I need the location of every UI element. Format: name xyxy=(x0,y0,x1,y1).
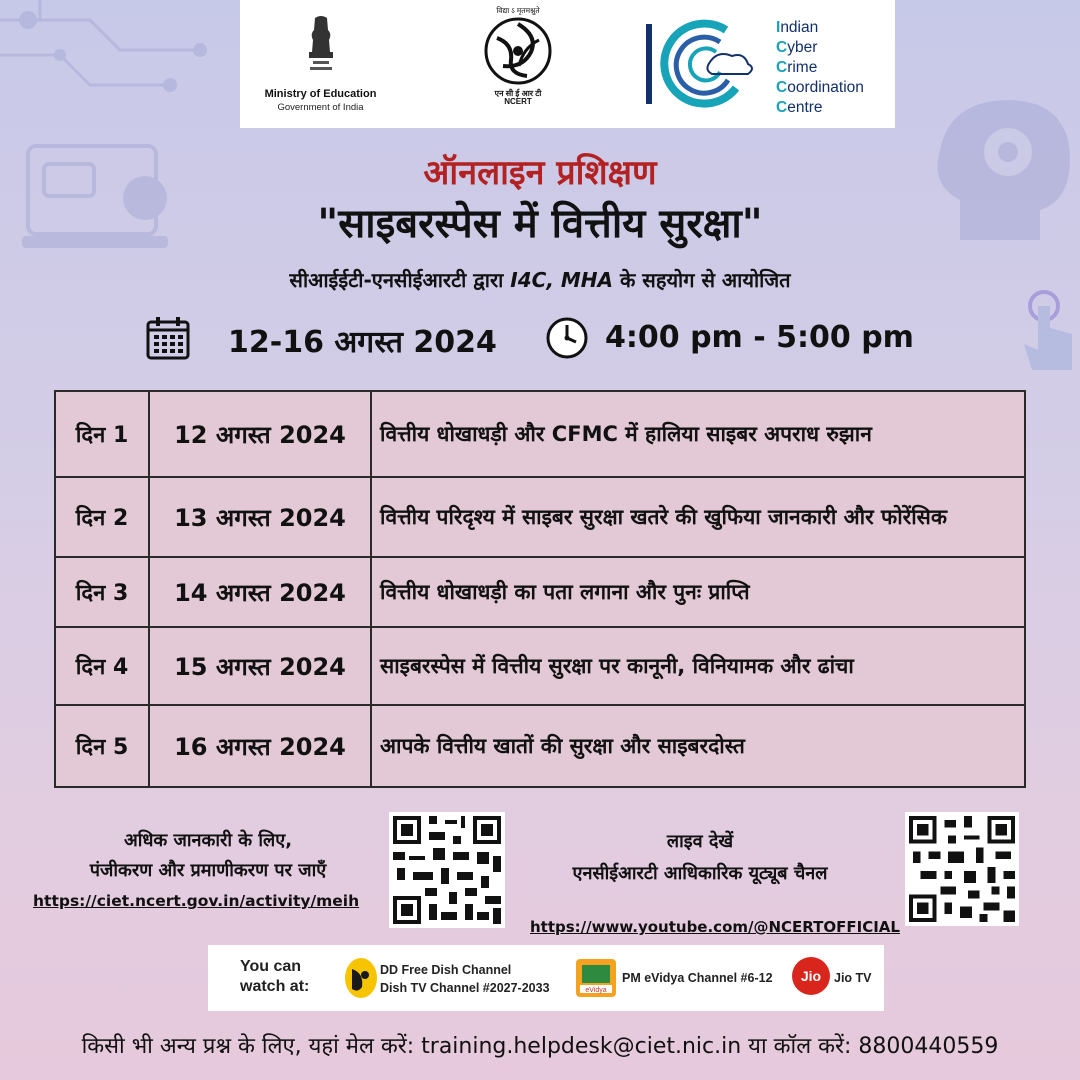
calendar-icon xyxy=(144,314,192,362)
table-row xyxy=(55,627,1025,705)
ministry-of-education-logo xyxy=(258,14,383,113)
contact-info: किसी भी अन्य प्रश्न के लिए, यहां मेल करें: training.helpdesk@ciet.nic.in या कॉल करें: 8800440559 xyxy=(81,1034,999,1059)
circuit-decoration xyxy=(0,0,240,120)
training-type-title: ऑनलाइन प्रशिक्षण xyxy=(423,153,657,193)
topic-cell: वित्तीय परिदृश्य में साइबर सुरक्षा खतरे की खुफिया जानकारी और फोरेंसिक xyxy=(371,477,1025,557)
clock-icon xyxy=(545,316,589,360)
day-cell: दिन 2 xyxy=(55,477,149,557)
ncert-emblem-icon xyxy=(483,16,553,86)
i4c-word: Cyber xyxy=(776,39,818,56)
training-topic-title: "साइबरस्पेस में वित्तीय सुरक्षा" xyxy=(317,201,763,247)
ncert-motto: विद्या ऽ मृतमश्नुते xyxy=(496,6,540,15)
topic-cell: साइबरस्पेस में वित्तीय सुरक्षा पर कानूनी, विनियामक और ढांचा xyxy=(371,627,1025,705)
registration-info xyxy=(28,826,388,886)
live-stream-line: लाइव देखें xyxy=(666,831,734,852)
svg-text:eVidya: eVidya xyxy=(585,987,607,994)
date-time-row xyxy=(0,314,1080,362)
topic-cell: आपके वित्तीय खातों की सुरक्षा और साइबरदोस्त xyxy=(371,705,1025,787)
day-cell: दिन 4 xyxy=(55,627,149,705)
channels-banner xyxy=(208,945,884,1011)
i4c-word: Crime xyxy=(776,59,818,76)
table-row xyxy=(55,391,1025,477)
table-row xyxy=(55,477,1025,557)
i4c-word: Coordination xyxy=(776,79,864,96)
registration-link[interactable]: https://ciet.ncert.gov.in/activity/meih xyxy=(33,892,360,910)
ncert-logo xyxy=(478,6,558,107)
topic-cell: वित्तीय धोखाधड़ी का पता लगाना और पुनः प्राप्ति xyxy=(371,557,1025,627)
watch-at-label: You can watch at: xyxy=(240,958,310,995)
day-cell: दिन 3 xyxy=(55,557,149,627)
organizer-subtitle: सीआईईटी-एनसीईआरटी द्वारा I4C, MHA के सहयोग से आयोजित xyxy=(289,268,791,292)
jio-icon: Jio xyxy=(792,957,830,995)
dd-channel-info: DD Free Dish Channel Dish TV Channel #2027-2033 xyxy=(380,963,550,995)
registration-info-line: अधिक जानकारी के लिए, xyxy=(123,830,293,851)
event-time: 4:00 pm - 5:00 pm xyxy=(605,320,914,355)
i4c-word: Centre xyxy=(776,99,823,116)
i4c-emblem-icon xyxy=(640,16,760,112)
registration-info-line: पंजीकरण और प्रमाणीकरण पर जाएँ xyxy=(89,860,327,881)
live-stream-info xyxy=(510,826,890,890)
registration-qr-code[interactable] xyxy=(389,812,505,928)
i4c-name xyxy=(776,18,864,118)
table-row xyxy=(55,557,1025,627)
national-emblem-icon xyxy=(304,14,338,76)
live-stream-line: एनसीईआरटी आधिकारिक यूट्यूब चैनल xyxy=(572,863,828,884)
schedule-table xyxy=(54,390,1026,788)
day-cell: दिन 5 xyxy=(55,705,149,787)
date-cell: 15 अगस्त 2024 xyxy=(149,627,371,705)
topic-cell: वित्तीय धोखाधड़ी और CFMC में हालिया साइबर अपराध रुझान xyxy=(371,391,1025,477)
youtube-qr-code[interactable] xyxy=(905,812,1019,926)
date-cell: 14 अगस्त 2024 xyxy=(149,557,371,627)
date-cell: 13 अगस्त 2024 xyxy=(149,477,371,557)
logo-panel xyxy=(240,0,895,128)
table-row xyxy=(55,705,1025,787)
dd-free-dish-icon xyxy=(342,955,380,1001)
ministry-subtitle: Government of India xyxy=(277,102,364,113)
ministry-name: Ministry of Education xyxy=(264,88,377,100)
ncert-english-name: NCERT xyxy=(504,97,532,107)
pm-evidya-channel: PM eVidya Channel #6-12 xyxy=(622,971,773,985)
ncert-hindi-name: एन सी ई आर टी xyxy=(494,89,542,98)
date-cell: 16 अगस्त 2024 xyxy=(149,705,371,787)
day-cell: दिन 1 xyxy=(55,391,149,477)
jio-tv-label: Jio TV xyxy=(834,971,872,985)
i4c-word: Indian xyxy=(776,19,819,36)
pm-evidya-icon xyxy=(574,955,618,1001)
date-cell: 12 अगस्त 2024 xyxy=(149,391,371,477)
event-dates: 12-16 अगस्त 2024 xyxy=(228,325,497,360)
youtube-link[interactable]: https://www.youtube.com/@NCERTOFFICIAL xyxy=(530,918,900,936)
